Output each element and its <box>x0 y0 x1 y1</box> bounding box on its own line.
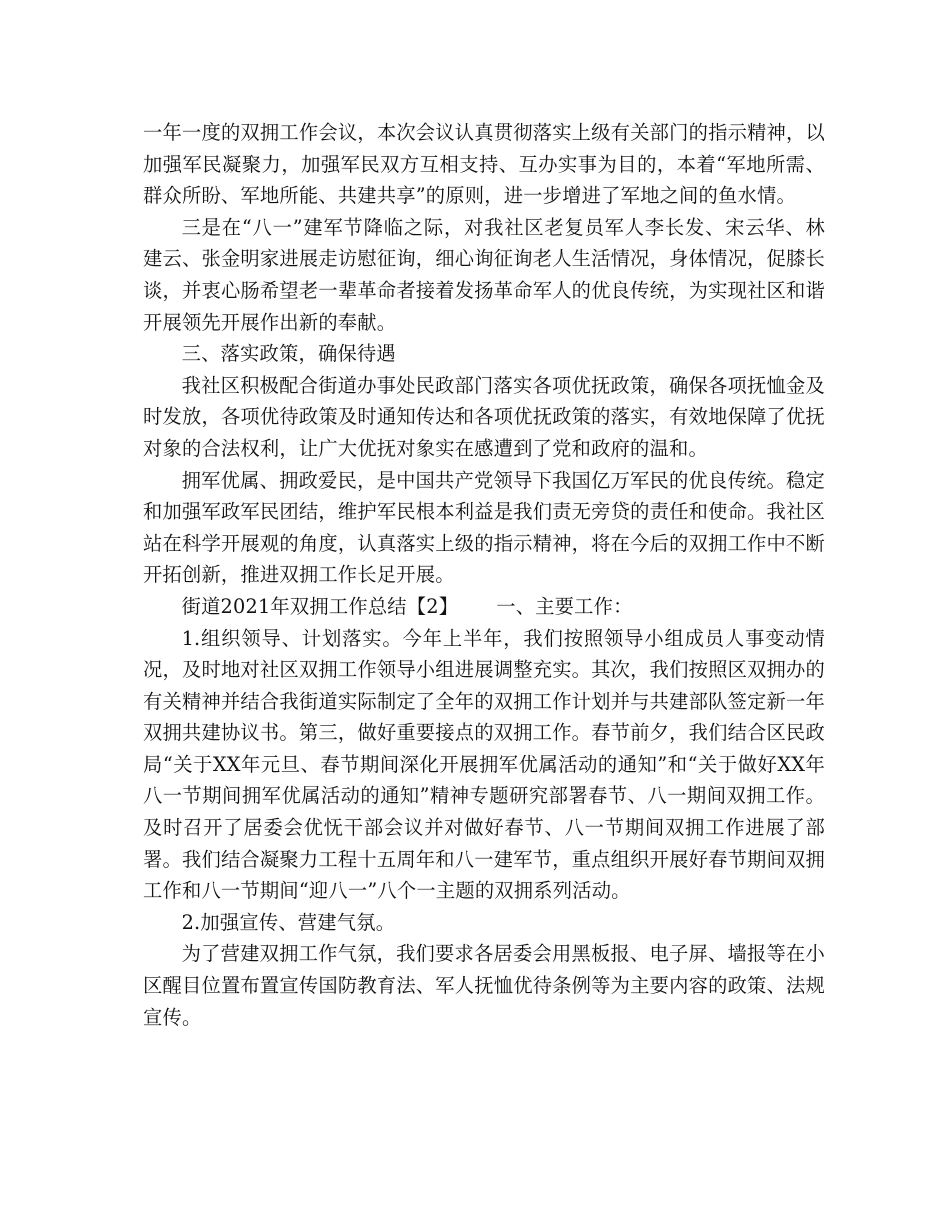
section-heading-main-work: 一、主要工作： <box>496 594 633 618</box>
paragraph-visit-veterans: 三是在“八一”建军节降临之际，对我社区老复员军人李长发、宋云华、林建云、张金明家进展走访慰征询，细心询征询老人生活情况，身体情况，促膝长谈，并衷心肠希望老一辈革命者接着发扬革命军人的优良传统，为实现社区和谐开展领先开展作出新的奉献。 <box>143 215 825 334</box>
subheading-publicity: 2.加强宣传、营建气氛。 <box>181 910 396 934</box>
paragraph-continued: 一年一度的双拥工作会议，本次会议认真贯彻落实上级有关部门的指示精神，以加强军民凝聚力，加强军民双方互相支持、互办实事为目的，本着“军地所需、群众所盼、军地所能、共建共享”的原则，进一步增进了军地之间的鱼水情。 <box>143 121 825 208</box>
document-page <box>143 117 825 1033</box>
paragraph-tradition: 拥军优属、拥政爱民，是中国共产党领导下我国亿万军民的优良传统。稳定和加强军政军民团结，维护军民根本利益是我们责无旁贷的责任和使命。我社区站在科学开展观的角度，认真落实上级的指示精神，将在今后的双拥工作中不断开拓创新，推进双拥工作长足开展。 <box>143 468 825 587</box>
document-title: 街道2021年双拥工作总结【2】 <box>181 594 459 618</box>
paragraph-publicity: 为了营建双拥工作气氛，我们要求各居委会用黑板报、电子屏、墙报等在小区醒目位置布置宣传国防教育法、军人抚恤优待条例等为主要内容的政策、法规宣传。 <box>143 942 825 1029</box>
paragraph-policy: 我社区积极配合街道办事处民政部门落实各项优抚政策，确保各项抚恤金及时发放，各项优待政策及时通知传达和各项优抚政策的落实，有效地保障了优抚对象的合法权利，让广大优抚对象实在感遭到了党和政府的温和。 <box>143 373 825 460</box>
section-heading-policy: 三、落实政策，确保待遇 <box>181 342 396 366</box>
heading-line <box>143 591 825 623</box>
paragraph-organization: 1.组织领导、计划落实。今年上半年，我们按照领导小组成员人事变动情况，及时地对社区双拥工作领导小组进展调整充实。其次，我们按照区双拥办的有关精神并结合我街道实际制定了全年的双拥工作计划并与共建部队签定新一年双拥共建协议书。第三，做好重要接点的双拥工作。春节前夕，我们结合区民政局“关于XX年元旦、春节期间深化开展拥军优属活动的通知”和“关于做好XX年八一节期间拥军优属活动的通知”精神专题研究部署春节、八一期间双拥工作。及时召开了居委会优怃干部会议并对做好春节、八一节期间双拥工作进展了部署。我们结合凝聚力工程十五周年和八一建军节，重点组织开展好春节期间双拥工作和八一节期间“迎八一”八个一主题的双拥系列活动。 <box>143 626 825 903</box>
